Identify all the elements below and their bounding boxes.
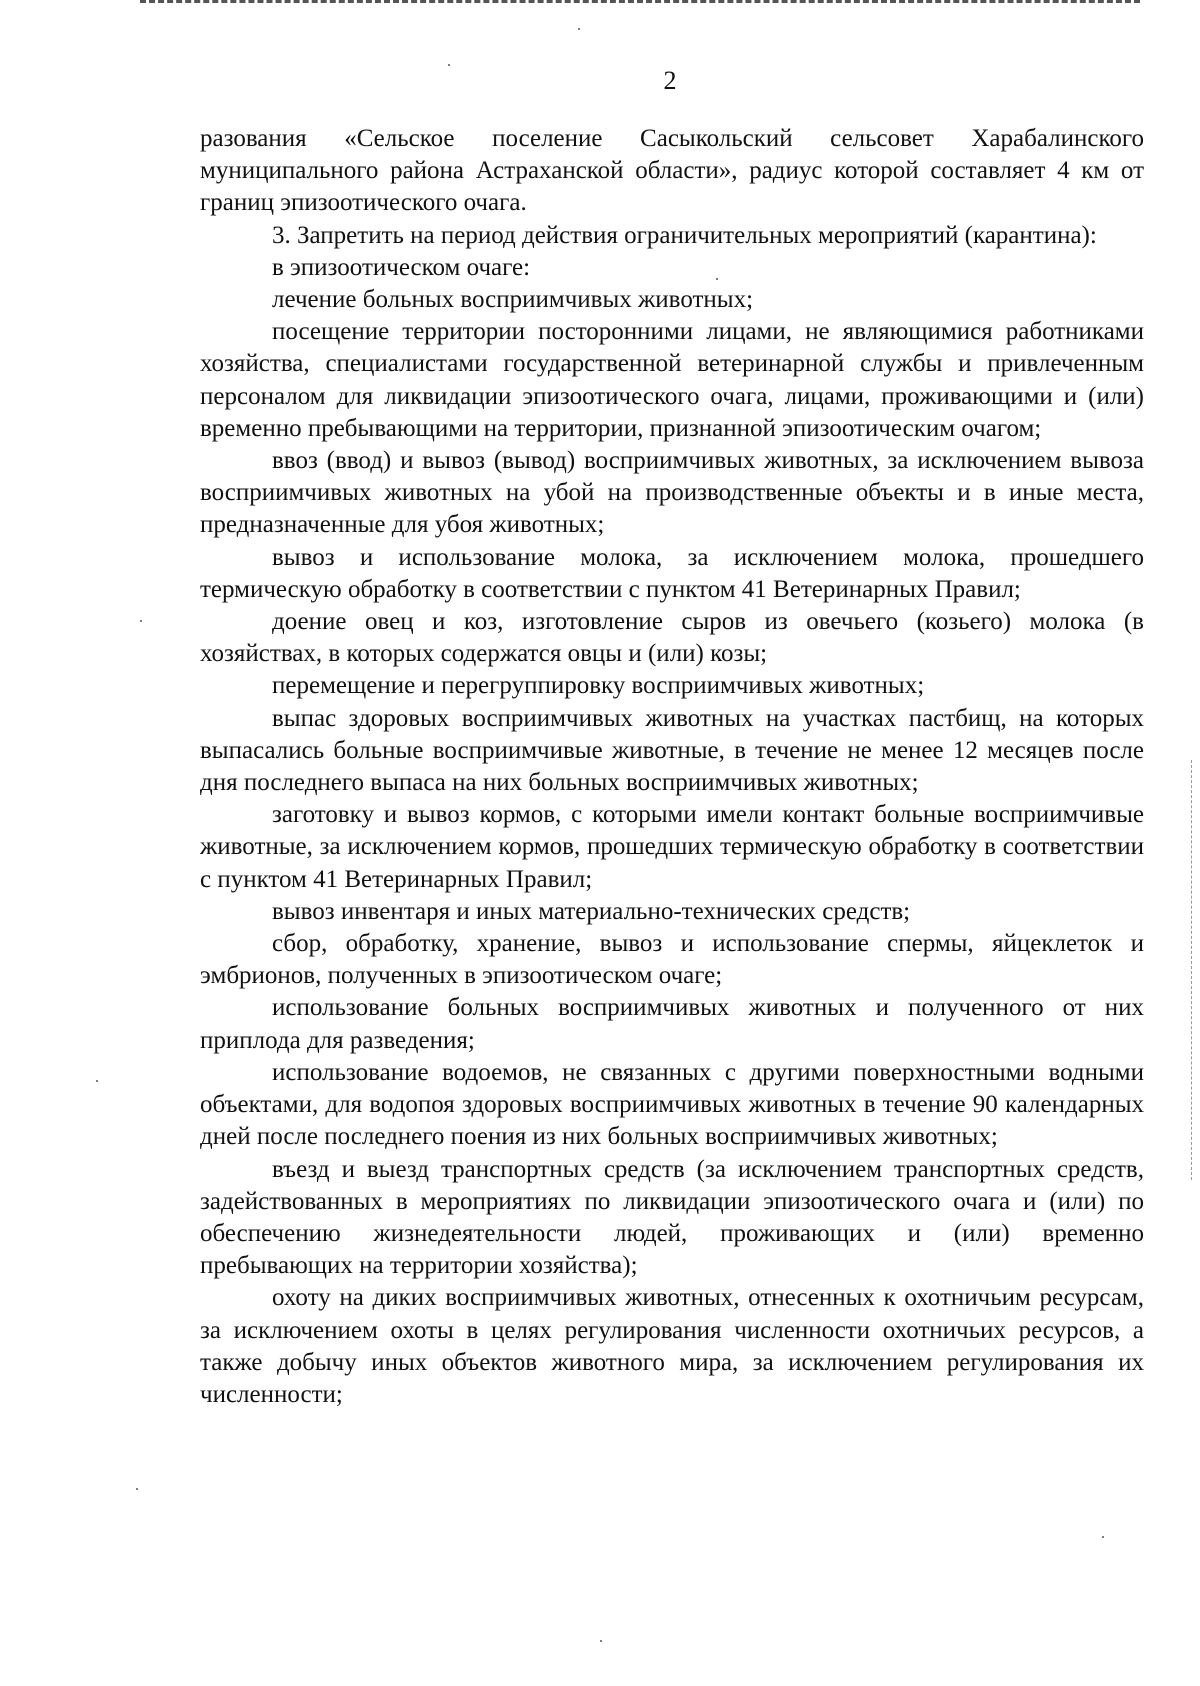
scan-edge-right [1191, 760, 1192, 1180]
paragraph: использование водоемов, не связанных с другими поверхностными водными объектами, для водопоя здоровых восприимчивых животных в течение 90 календарных дней после последнего поения из них больных восприимчивых животных; [200, 1058, 1144, 1151]
paragraph: доение овец и коз, изготовление сыров из овечьего (козьего) молока (в хозяйствах, в которых содержатся овцы и (или) козы; [200, 608, 1144, 668]
paragraph: въезд и выезд транспортных средств (за исключением транспортных средств, задействованных в мероприятиях по ликвидации эпизоотического очага и (или) по обеспечению жизнедеятельности людей, проживающих и (или) временно пребывающих на территории хозяйства); [200, 1155, 1144, 1280]
paragraph: вывоз и использование молока, за исключением молока, прошедшего термическую обработку в соответствии с пунктом 41 Ветеринарных Правил; [200, 543, 1144, 603]
paragraph: лечение больных восприимчивых животных; [272, 286, 754, 314]
document-body [200, 123, 1144, 1411]
paragraph: ввоз (ввод) и вывоз (вывод) восприимчивых животных, за исключением вывоза восприимчивых животных на убой на производственные объекты и в иные места, предназначенные для убоя животных; [200, 447, 1144, 539]
scan-speck [578, 28, 580, 30]
paragraph: посещение территории посторонними лицами, не являющимися работниками хозяйства, специалистами государственной ветеринарной службы и привлеченным персоналом для ликвидации эпизоотического очага, лицами, проживающими и (или) временно пребывающими на территории, признанной эпизоотическим очагом; [200, 318, 1144, 442]
scan-speck [140, 620, 142, 622]
paragraph: использование больных восприимчивых животных и полученного от них приплода для разведения; [200, 994, 1144, 1054]
paragraph: в эпизоотическом очаге: [272, 253, 531, 281]
paragraph: заготовку и вывоз кормов, с которыми имели контакт больные восприимчивые животные, за исключением кормов, прошедших термическую обработку в соответствии с пунктом 41 Ветеринарных Правил; [200, 801, 1144, 893]
paragraph: охоту на диких восприимчивых животных, отнесенных к охотничьим ресурсам, за исключением охоты в целях регулирования численности охотничьих ресурсов, а также добычу иных объектов животного мира, за исключением регулирования их численности; [200, 1284, 1144, 1408]
page-number: 2 [663, 66, 677, 95]
scan-speck [136, 1488, 138, 1490]
paragraph: сбор, обработку, хранение, вывоз и использование спермы, яйцеклеток и эмбрионов, полученных в эпизоотическом очаге; [200, 930, 1144, 990]
scan-speck [600, 1640, 602, 1642]
paragraph: вывоз инвентаря и иных материально-технических средств; [272, 897, 911, 925]
scan-speck [1102, 1536, 1104, 1538]
scan-edge-top [140, 0, 1140, 3]
paragraph: выпас здоровых восприимчивых животных на участках пастбищ, на которых выпасались больные восприимчивые животные, в течение не менее 12 месяцев после дня последнего выпаса на них больных восприимчивых животных; [200, 704, 1144, 797]
scan-speck [96, 1080, 98, 1082]
paragraph: разования «Сельское поселение Сасыкольский сельсовет Харабалинского муниципального района Астраханской области», радиус которой составляет 4 км от границ эпизоотического очага. [200, 125, 1144, 217]
paragraph: перемещение и перегруппировку восприимчивых животных; [272, 672, 925, 700]
paragraph: 3. Запретить на период действия ограничительных мероприятий (карантина): [272, 221, 1097, 249]
